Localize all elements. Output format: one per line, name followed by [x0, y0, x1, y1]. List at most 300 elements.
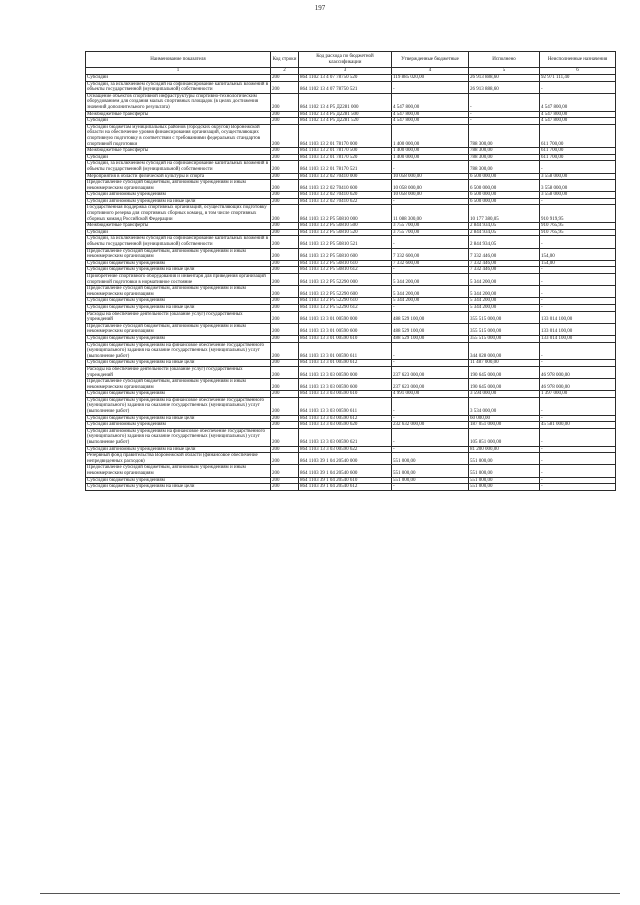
- line-code-cell: 200: [271, 453, 299, 465]
- page-bottom-rule: [40, 893, 620, 894]
- expense-code-cell: 864 1103 13 2 P5 52290 612: [299, 304, 392, 311]
- expense-code-cell: 864 1103 13 3 01 00590 000: [299, 311, 392, 323]
- table-row: [86, 229, 616, 236]
- table-row: [86, 366, 616, 378]
- executed-amount-cell: 6 500 000,00: [469, 192, 540, 199]
- line-code-cell: 200: [271, 180, 299, 192]
- expense-code-cell: 864 1103 13 2 P5 50810 500: [299, 223, 392, 230]
- table-row: [86, 335, 616, 342]
- column-number: 3: [299, 68, 392, 75]
- approved-amount-cell: 7 332 600,00: [392, 248, 469, 260]
- executed-amount-cell: 81 200 000,00: [469, 446, 540, 453]
- line-code-cell: 200: [271, 342, 299, 360]
- expense-code-cell: 864 1102 13 4 P5 Д2281 000: [299, 93, 392, 111]
- approved-amount-cell: 5 344 200,00: [392, 298, 469, 305]
- approved-amount-cell: 11 088 300,00: [392, 205, 469, 223]
- indicator-name-cell: Субсидии бюджетным учреждениям: [86, 335, 271, 342]
- expense-code-cell: 864 1102 13 4 07 78750 521: [299, 81, 392, 93]
- expense-code-cell: 864 1103 13 2 P5 50810 600: [299, 248, 392, 260]
- indicator-name-cell: Субсидии бюджетным учреждениям на иные цели: [86, 415, 271, 422]
- table-row: [86, 118, 616, 125]
- unexecuted-amount-cell: -: [540, 298, 616, 305]
- approved-amount-cell: -: [392, 236, 469, 248]
- executed-amount-cell: 551 000,00: [469, 484, 540, 491]
- executed-amount-cell: 11 487 000,00: [469, 360, 540, 367]
- approved-amount-cell: -: [392, 446, 469, 453]
- unexecuted-amount-cell: -: [540, 286, 616, 298]
- line-code-cell: 200: [271, 192, 299, 199]
- line-code-cell: 200: [271, 311, 299, 323]
- executed-amount-cell: 6 500 000,00: [469, 173, 540, 180]
- line-code-cell: 200: [271, 335, 299, 342]
- expense-code-cell: 864 1103 13 2 01 78170 520: [299, 154, 392, 161]
- line-code-cell: 200: [271, 415, 299, 422]
- indicator-name-cell: Субсидии автономным учреждениям на иные цели: [86, 446, 271, 453]
- expense-code-cell: 864 1103 13 3 03 00590 620: [299, 422, 392, 429]
- line-code-cell: 200: [271, 124, 299, 147]
- expense-code-cell: 864 1103 13 2 P5 50810 612: [299, 267, 392, 274]
- approved-amount-cell: -: [392, 428, 469, 446]
- table-body: [86, 75, 616, 491]
- expense-code-cell: 864 1103 13 2 P5 52290 610: [299, 298, 392, 305]
- table-row: [86, 323, 616, 335]
- unexecuted-amount-cell: 611 700,00: [540, 154, 616, 161]
- approved-amount-cell: 4 547 800,00: [392, 111, 469, 118]
- executed-amount-cell: 788 300,00: [469, 124, 540, 147]
- executed-amount-cell: 26 913 888,60: [469, 81, 540, 93]
- expense-code-cell: 864 1102 13 4 07 78750 520: [299, 75, 392, 82]
- unexecuted-amount-cell: 133 014 100,00: [540, 323, 616, 335]
- line-code-cell: 200: [271, 366, 299, 378]
- budget-execution-table: [85, 51, 616, 491]
- executed-amount-cell: 7 332 446,00: [469, 260, 540, 267]
- table-row: [86, 192, 616, 199]
- approved-amount-cell: 551 000,00: [392, 453, 469, 465]
- table-row: [86, 248, 616, 260]
- unexecuted-amount-cell: 3 558 000,00: [540, 180, 616, 192]
- unexecuted-amount-cell: 154,00: [540, 260, 616, 267]
- table-row: [86, 198, 616, 205]
- unexecuted-amount-cell: 611 700,00: [540, 148, 616, 155]
- approved-amount-cell: 4 547 800,00: [392, 118, 469, 125]
- indicator-name-cell: Резервный фонд правительства Воронежской области (финансовое обеспечение непредвиденных расходов): [86, 453, 271, 465]
- table-row: [86, 180, 616, 192]
- expense-code-cell: 864 1103 39 1 04 20540 600: [299, 465, 392, 477]
- indicator-name-cell: Субсидии бюджетам муниципальных районов (городских округов) Воронежской области на обеспечение уровня финансирования организаций, осуществляющих спортивную подготовку в соответствии с требованиями федеральных стандартов спортивной подготовки: [86, 124, 271, 147]
- indicator-name-cell: Субсидии бюджетным учреждениям: [86, 477, 271, 484]
- indicator-name-cell: Предоставление субсидий бюджетным, автономным учреждениям и иным некоммерческим организациям: [86, 286, 271, 298]
- table-row: [86, 260, 616, 267]
- approved-amount-cell: 1 400 000,00: [392, 124, 469, 147]
- expense-code-cell: 864 1103 13 3 03 00590 621: [299, 428, 392, 446]
- indicator-name-cell: Мероприятия в области физической культуры и спорта: [86, 173, 271, 180]
- indicator-name-cell: Субсидии автономным учреждениям на финансовое обеспечение государственного (муниципального) задания на оказание государственных (муниципальных) услуг (выполнение работ): [86, 428, 271, 446]
- line-code-cell: 200: [271, 298, 299, 305]
- line-code-cell: 200: [271, 484, 299, 491]
- executed-amount-cell: 10 177 380,05: [469, 205, 540, 223]
- indicator-name-cell: Субсидии, за исключением субсидий на софинансирование капитальных вложений в объекты государственной (муниципальной) собственности: [86, 81, 271, 93]
- header-unexecuted: Неисполненные назначения: [540, 52, 616, 68]
- approved-amount-cell: 119 885 020,00: [392, 75, 469, 82]
- executed-amount-cell: 3 594 000,00: [469, 391, 540, 398]
- indicator-name-cell: Предоставление субсидий бюджетным, автономным учреждениям и иным некоммерческим организациям: [86, 379, 271, 391]
- expense-code-cell: 864 1103 13 3 03 00590 000: [299, 366, 392, 378]
- unexecuted-amount-cell: -: [540, 446, 616, 453]
- table-header-row: [86, 52, 616, 68]
- executed-amount-cell: 355 515 000,00: [469, 335, 540, 342]
- indicator-name-cell: Межбюджетные трансферты: [86, 223, 271, 230]
- indicator-name-cell: Субсидии бюджетным учреждениям: [86, 391, 271, 398]
- line-code-cell: 200: [271, 274, 299, 286]
- table-row: [86, 422, 616, 429]
- indicator-name-cell: Предоставление субсидий бюджетным, автономным учреждениям и иным некоммерческим организациям: [86, 180, 271, 192]
- executed-amount-cell: 2 844 934,05: [469, 236, 540, 248]
- indicator-name-cell: Субсидии бюджетным учреждениям на финансовое обеспечение государственного (муниципального) задания на оказание государственных (муниципальных) услуг (выполнение работ): [86, 397, 271, 415]
- unexecuted-amount-cell: 4 547 800,00: [540, 93, 616, 111]
- approved-amount-cell: 488 529 100,00: [392, 311, 469, 323]
- indicator-name-cell: Субсидии бюджетным учреждениям: [86, 260, 271, 267]
- expense-code-cell: 864 1103 13 2 P5 50810 521: [299, 236, 392, 248]
- indicator-name-cell: Субсидии: [86, 118, 271, 125]
- line-code-cell: 200: [271, 428, 299, 446]
- table-row: [86, 298, 616, 305]
- unexecuted-amount-cell: 611 700,00: [540, 124, 616, 147]
- table-row: [86, 379, 616, 391]
- line-code-cell: 200: [271, 267, 299, 274]
- line-code-cell: 200: [271, 465, 299, 477]
- unexecuted-amount-cell: -: [540, 428, 616, 446]
- line-code-cell: 200: [271, 148, 299, 155]
- indicator-name-cell: Субсидии автономным учреждениям: [86, 192, 271, 199]
- line-code-cell: 200: [271, 198, 299, 205]
- indicator-name-cell: Предоставление субсидий бюджетным, автономным учреждениям и иным некоммерческим организациям: [86, 465, 271, 477]
- executed-amount-cell: 5 344 200,00: [469, 298, 540, 305]
- approved-amount-cell: 551 000,00: [392, 465, 469, 477]
- unexecuted-amount-cell: 46 978 000,00: [540, 366, 616, 378]
- unexecuted-amount-cell: -: [540, 267, 616, 274]
- unexecuted-amount-cell: -: [540, 198, 616, 205]
- unexecuted-amount-cell: 92 971 111,40: [540, 75, 616, 82]
- unexecuted-amount-cell: -: [540, 415, 616, 422]
- unexecuted-amount-cell: 1 397 000,00: [540, 391, 616, 398]
- executed-amount-cell: 6 500 000,00: [469, 180, 540, 192]
- table-row: [86, 173, 616, 180]
- unexecuted-amount-cell: 3 558 000,00: [540, 173, 616, 180]
- executed-amount-cell: 190 645 000,00: [469, 379, 540, 391]
- indicator-name-cell: Субсидии автономным учреждениям: [86, 422, 271, 429]
- executed-amount-cell: 551 000,00: [469, 453, 540, 465]
- expense-code-cell: 864 1103 13 2 P5 50810 000: [299, 205, 392, 223]
- approved-amount-cell: 1 400 000,00: [392, 154, 469, 161]
- line-code-cell: 200: [271, 75, 299, 82]
- approved-amount-cell: -: [392, 81, 469, 93]
- table-row: [86, 75, 616, 82]
- approved-amount-cell: -: [392, 198, 469, 205]
- unexecuted-amount-cell: 133 014 100,00: [540, 335, 616, 342]
- indicator-name-cell: Государственная поддержка спортивных организаций, осуществляющих подготовку спортивного резерва для спортивных сборных команд, в том числе спортивных сборных команд Российской Федерации: [86, 205, 271, 223]
- header-line-code: Код строки: [271, 52, 299, 68]
- expense-code-cell: 864 1103 13 2 02 70410 622: [299, 198, 392, 205]
- executed-amount-cell: 551 000,00: [469, 465, 540, 477]
- line-code-cell: 200: [271, 286, 299, 298]
- indicator-name-cell: Субсидии: [86, 75, 271, 82]
- line-code-cell: 200: [271, 154, 299, 161]
- expense-code-cell: 864 1103 13 2 P5 50810 610: [299, 260, 392, 267]
- expense-code-cell: 864 1103 39 1 04 20540 612: [299, 484, 392, 491]
- header-expense-code: Код расхода по бюджетной классификации: [299, 52, 392, 68]
- indicator-name-cell: Субсидии: [86, 229, 271, 236]
- unexecuted-amount-cell: -: [540, 477, 616, 484]
- table-row: [86, 465, 616, 477]
- indicator-name-cell: Субсидии автономным учреждениям на иные цели: [86, 198, 271, 205]
- header-approved: Утвержденные бюджетные: [392, 52, 469, 68]
- column-number-row: [86, 68, 616, 75]
- expense-code-cell: 864 1103 13 2 02 70410 600: [299, 180, 392, 192]
- unexecuted-amount-cell: 133 014 100,00: [540, 311, 616, 323]
- line-code-cell: 200: [271, 111, 299, 118]
- approved-amount-cell: 4 547 800,00: [392, 93, 469, 111]
- expense-code-cell: 864 1103 13 2 01 78170 000: [299, 124, 392, 147]
- executed-amount-cell: 2 844 934,05: [469, 223, 540, 230]
- approved-amount-cell: 237 623 000,00: [392, 366, 469, 378]
- table-row: [86, 286, 616, 298]
- unexecuted-amount-cell: 45 581 000,00: [540, 422, 616, 429]
- approved-amount-cell: -: [392, 267, 469, 274]
- unexecuted-amount-cell: 46 978 000,00: [540, 379, 616, 391]
- table-row: [86, 477, 616, 484]
- executed-amount-cell: 26 913 888,60: [469, 75, 540, 82]
- executed-amount-cell: 5 344 200,00: [469, 304, 540, 311]
- approved-amount-cell: 237 623 000,00: [392, 379, 469, 391]
- indicator-name-cell: Субсидии бюджетным учреждениям: [86, 298, 271, 305]
- line-code-cell: 200: [271, 260, 299, 267]
- executed-amount-cell: 7 332 446,00: [469, 248, 540, 260]
- indicator-name-cell: Субсидии бюджетным учреждениям на иные цели: [86, 304, 271, 311]
- unexecuted-amount-cell: -: [540, 465, 616, 477]
- expense-code-cell: 864 1103 13 2 02 70410 000: [299, 173, 392, 180]
- unexecuted-amount-cell: -: [540, 304, 616, 311]
- unexecuted-amount-cell: -: [540, 161, 616, 173]
- executed-amount-cell: 5 344 200,00: [469, 286, 540, 298]
- approved-amount-cell: 4 991 000,00: [392, 391, 469, 398]
- unexecuted-amount-cell: -: [540, 81, 616, 93]
- expense-code-cell: 864 1103 13 3 03 00590 622: [299, 446, 392, 453]
- column-number: 5: [469, 68, 540, 75]
- approved-amount-cell: -: [392, 484, 469, 491]
- table-row: [86, 397, 616, 415]
- unexecuted-amount-cell: -: [540, 342, 616, 360]
- unexecuted-amount-cell: 910 765,95: [540, 229, 616, 236]
- table-row: [86, 223, 616, 230]
- executed-amount-cell: 355 515 000,00: [469, 311, 540, 323]
- executed-amount-cell: 355 515 000,00: [469, 323, 540, 335]
- indicator-name-cell: Расходы на обеспечение деятельности (оказание услуг) государственных учреждений: [86, 366, 271, 378]
- indicator-name-cell: Приобретение спортивного оборудования и инвентаря для приведения организаций спортивной подготовки в нормативное состояние: [86, 274, 271, 286]
- approved-amount-cell: 10 058 000,00: [392, 173, 469, 180]
- line-code-cell: 200: [271, 360, 299, 367]
- line-code-cell: 200: [271, 173, 299, 180]
- unexecuted-amount-cell: -: [540, 484, 616, 491]
- approved-amount-cell: -: [392, 415, 469, 422]
- line-code-cell: 200: [271, 248, 299, 260]
- approved-amount-cell: -: [392, 304, 469, 311]
- unexecuted-amount-cell: -: [540, 274, 616, 286]
- approved-amount-cell: 3 755 700,00: [392, 229, 469, 236]
- header-executed: Исполнено: [469, 52, 540, 68]
- table-row: [86, 446, 616, 453]
- indicator-name-cell: Предоставление субсидий бюджетным, автономным учреждениям и иным некоммерческим организациям: [86, 323, 271, 335]
- executed-amount-cell: 551 000,00: [469, 477, 540, 484]
- executed-amount-cell: 105 851 000,00: [469, 428, 540, 446]
- table-row: [86, 111, 616, 118]
- column-number: 4: [392, 68, 469, 75]
- approved-amount-cell: -: [392, 360, 469, 367]
- table-row: [86, 154, 616, 161]
- executed-amount-cell: 6 500 000,00: [469, 198, 540, 205]
- unexecuted-amount-cell: 4 547 800,00: [540, 118, 616, 125]
- expense-code-cell: 864 1103 13 2 P5 52290 600: [299, 286, 392, 298]
- approved-amount-cell: 488 529 100,00: [392, 335, 469, 342]
- executed-amount-cell: 2 844 934,05: [469, 229, 540, 236]
- line-code-cell: 200: [271, 477, 299, 484]
- header-indicator-name: Наименование показателя: [86, 52, 271, 68]
- table-row: [86, 311, 616, 323]
- line-code-cell: 200: [271, 397, 299, 415]
- unexecuted-amount-cell: 910 919,95: [540, 205, 616, 223]
- indicator-name-cell: Субсидии бюджетным учреждениям на иные цели: [86, 484, 271, 491]
- approved-amount-cell: 551 000,00: [392, 477, 469, 484]
- table-row: [86, 161, 616, 173]
- expense-code-cell: 864 1103 13 3 03 00590 610: [299, 391, 392, 398]
- indicator-name-cell: Субсидии, за исключением субсидий на софинансирование капитальных вложений в объекты государственной (муниципальной) собственности: [86, 236, 271, 248]
- table-row: [86, 81, 616, 93]
- approved-amount-cell: 10 058 000,00: [392, 180, 469, 192]
- executed-amount-cell: -: [469, 118, 540, 125]
- table-row: [86, 415, 616, 422]
- line-code-cell: 200: [271, 229, 299, 236]
- executed-amount-cell: -: [469, 111, 540, 118]
- table-row: [86, 93, 616, 111]
- expense-code-cell: 864 1102 13 4 P5 Д2281 500: [299, 111, 392, 118]
- indicator-name-cell: Предоставление субсидий бюджетным, автономным учреждениям и иным некоммерческим организациям: [86, 248, 271, 260]
- approved-amount-cell: 10 058 000,00: [392, 192, 469, 199]
- approved-amount-cell: 5 344 200,00: [392, 286, 469, 298]
- table-row: [86, 484, 616, 491]
- table-row: [86, 304, 616, 311]
- indicator-name-cell: Расходы на обеспечение деятельности (оказание услуг) государственных учреждений: [86, 311, 271, 323]
- unexecuted-amount-cell: 3 558 000,00: [540, 192, 616, 199]
- approved-amount-cell: -: [392, 161, 469, 173]
- expense-code-cell: 864 1103 13 2 02 70410 620: [299, 192, 392, 199]
- expense-code-cell: 864 1103 39 1 04 20540 610: [299, 477, 392, 484]
- indicator-name-cell: Субсидии бюджетным учреждениям на иные цели: [86, 267, 271, 274]
- line-code-cell: 200: [271, 205, 299, 223]
- column-number: 1: [86, 68, 271, 75]
- line-code-cell: 200: [271, 446, 299, 453]
- indicator-name-cell: Субсидии бюджетным учреждениям на иные цели: [86, 360, 271, 367]
- approved-amount-cell: 3 755 700,00: [392, 223, 469, 230]
- table-row: [86, 360, 616, 367]
- executed-amount-cell: 788 300,00: [469, 161, 540, 173]
- executed-amount-cell: 344 028 000,00: [469, 342, 540, 360]
- unexecuted-amount-cell: 4 547 800,00: [540, 111, 616, 118]
- unexecuted-amount-cell: -: [540, 397, 616, 415]
- expense-code-cell: 864 1103 13 2 01 78170 500: [299, 148, 392, 155]
- unexecuted-amount-cell: -: [540, 236, 616, 248]
- executed-amount-cell: 5 344 200,00: [469, 274, 540, 286]
- table-row: [86, 274, 616, 286]
- expense-code-cell: 864 1103 13 3 03 00590 600: [299, 379, 392, 391]
- line-code-cell: 200: [271, 304, 299, 311]
- line-code-cell: 200: [271, 81, 299, 93]
- table-row: [86, 428, 616, 446]
- expense-code-cell: 864 1103 13 2 01 78170 521: [299, 161, 392, 173]
- executed-amount-cell: 3 534 000,00: [469, 397, 540, 415]
- unexecuted-amount-cell: -: [540, 360, 616, 367]
- table-row: [86, 267, 616, 274]
- indicator-name-cell: Субсидии, за исключением субсидий на софинансирование капитальных вложений в объекты государственной (муниципальной) собственности: [86, 161, 271, 173]
- approved-amount-cell: 488 529 100,00: [392, 323, 469, 335]
- line-code-cell: 200: [271, 422, 299, 429]
- table-row: [86, 453, 616, 465]
- expense-code-cell: 864 1103 39 1 04 20540 000: [299, 453, 392, 465]
- expense-code-cell: 864 1102 13 4 P5 Д2281 520: [299, 118, 392, 125]
- line-code-cell: 200: [271, 223, 299, 230]
- approved-amount-cell: 1 400 000,00: [392, 148, 469, 155]
- approved-amount-cell: 232 632 000,00: [392, 422, 469, 429]
- line-code-cell: 200: [271, 323, 299, 335]
- page-number: 197: [314, 4, 326, 12]
- executed-amount-cell: 788 300,00: [469, 148, 540, 155]
- executed-amount-cell: 788 300,00: [469, 154, 540, 161]
- table-row: [86, 391, 616, 398]
- executed-amount-cell: 187 051 000,00: [469, 422, 540, 429]
- expense-code-cell: 864 1103 13 3 01 00590 611: [299, 342, 392, 360]
- column-number: 6: [540, 68, 616, 75]
- line-code-cell: 200: [271, 93, 299, 111]
- table-row: [86, 148, 616, 155]
- line-code-cell: 200: [271, 379, 299, 391]
- table-row: [86, 236, 616, 248]
- line-code-cell: 200: [271, 118, 299, 125]
- expense-code-cell: 864 1103 13 3 01 00590 612: [299, 360, 392, 367]
- line-code-cell: 200: [271, 236, 299, 248]
- expense-code-cell: 864 1103 13 2 P5 50810 520: [299, 229, 392, 236]
- expense-code-cell: 864 1103 13 3 03 00590 611: [299, 397, 392, 415]
- table-row: [86, 124, 616, 147]
- executed-amount-cell: 7 332 446,00: [469, 267, 540, 274]
- executed-amount-cell: -: [469, 93, 540, 111]
- unexecuted-amount-cell: -: [540, 453, 616, 465]
- expense-code-cell: 864 1103 13 3 01 00590 600: [299, 323, 392, 335]
- indicator-name-cell: Межбюджетные трансферты: [86, 111, 271, 118]
- approved-amount-cell: -: [392, 342, 469, 360]
- expense-code-cell: 864 1103 13 2 P5 52290 000: [299, 274, 392, 286]
- expense-code-cell: 864 1103 13 3 01 00590 610: [299, 335, 392, 342]
- line-code-cell: 200: [271, 161, 299, 173]
- indicator-name-cell: Межбюджетные трансферты: [86, 148, 271, 155]
- unexecuted-amount-cell: 154,00: [540, 248, 616, 260]
- unexecuted-amount-cell: 910 765,95: [540, 223, 616, 230]
- indicator-name-cell: Субсидии бюджетным учреждениям на финансовое обеспечение государственного (муниципального) задания на оказание государственных (муниципальных) услуг (выполнение работ): [86, 342, 271, 360]
- indicator-name-cell: Оснащение объектов спортивной инфраструктуры спортивно-технологическим оборудованием для создания малых спортивных площадок (в целях достижения значений дополнительного результата): [86, 93, 271, 111]
- executed-amount-cell: 60 000,00: [469, 415, 540, 422]
- executed-amount-cell: 190 645 000,00: [469, 366, 540, 378]
- table-row: [86, 205, 616, 223]
- approved-amount-cell: 7 332 600,00: [392, 260, 469, 267]
- line-code-cell: 200: [271, 391, 299, 398]
- approved-amount-cell: 5 344 200,00: [392, 274, 469, 286]
